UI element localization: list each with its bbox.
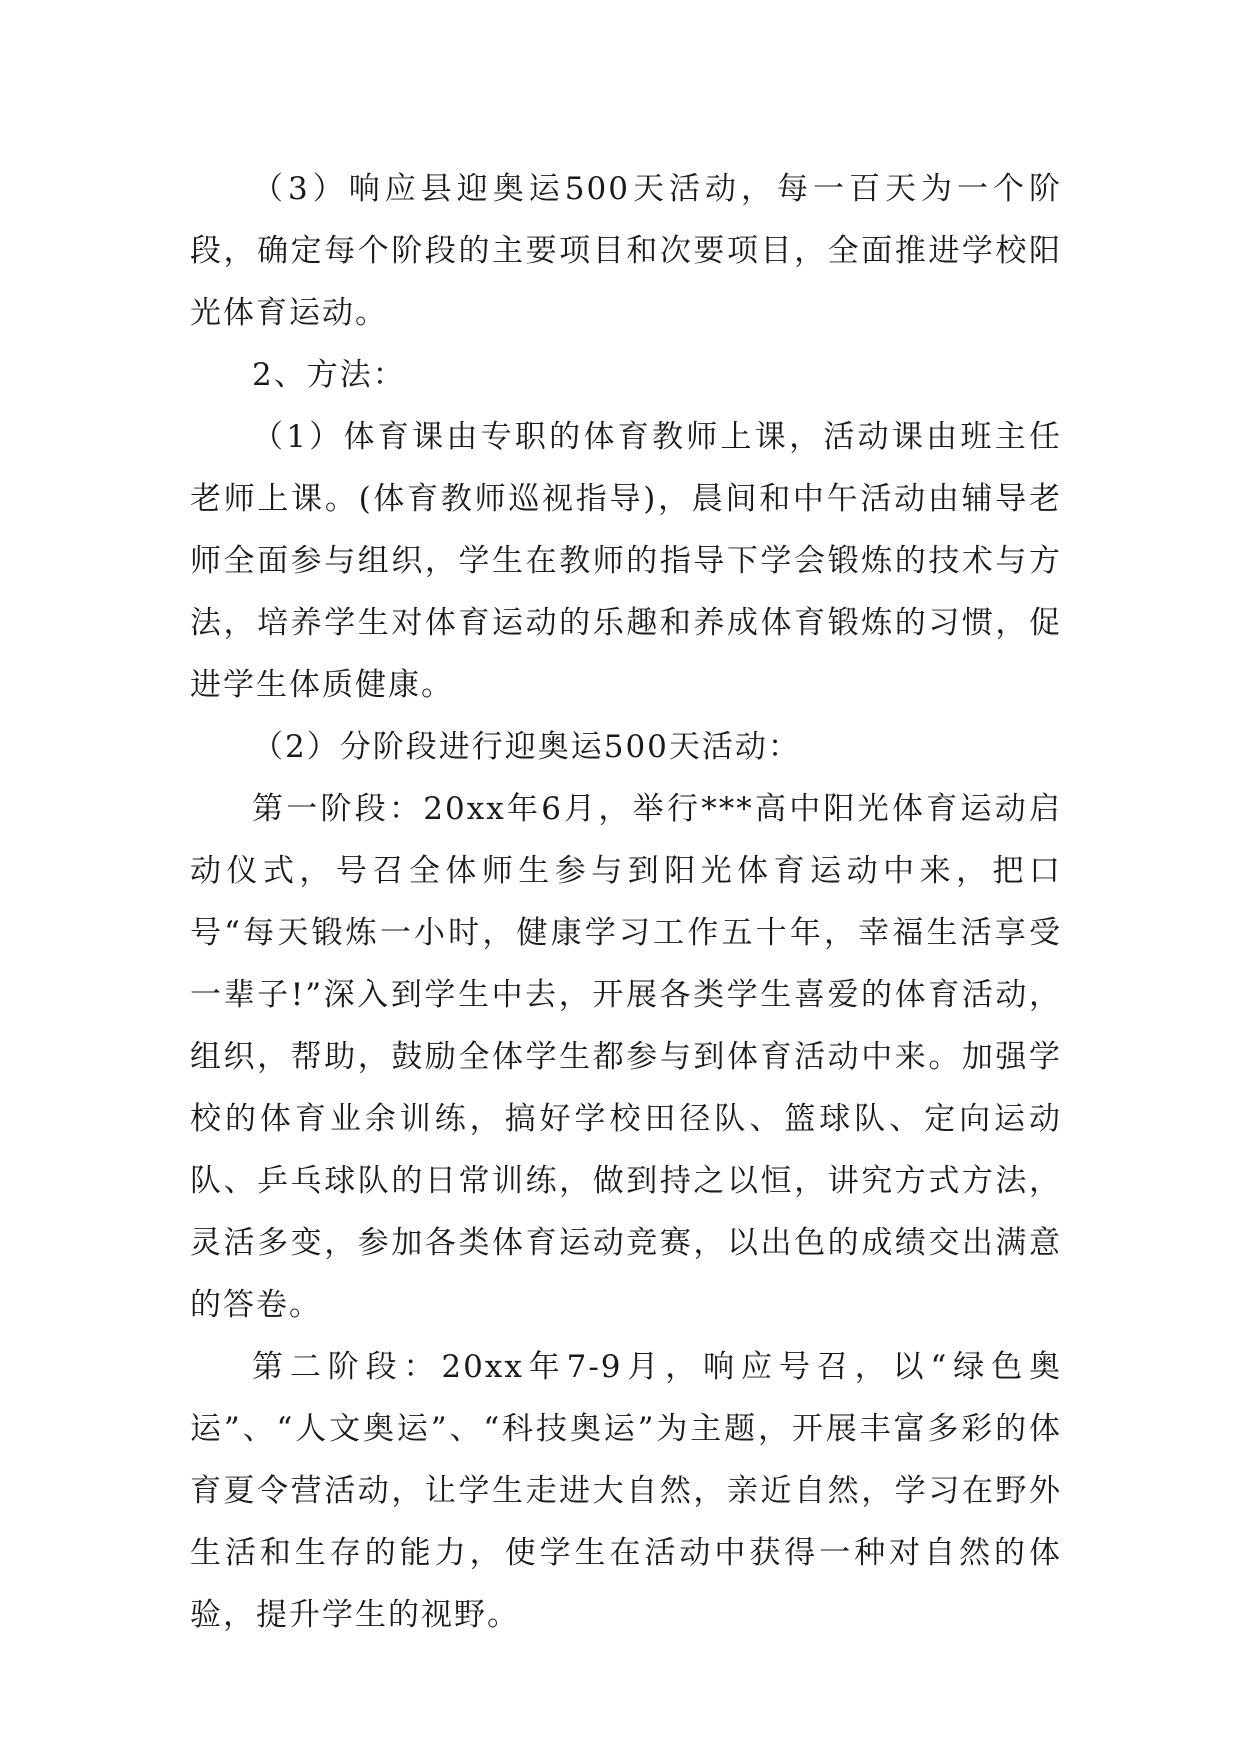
paragraph-goal-3: （3）响应县迎奥运500天活动，每一百天为一个阶段，确定每个阶段的主要项目和次要项目，全面推进学校阳光体育运动。 xyxy=(190,171,1062,331)
paragraph-methods-heading: 2、方法： xyxy=(252,357,406,393)
paragraph-method-1: （1）体育课由专职的体育教师上课，活动课由班主任老师上课。(体育教师巡视指导)，晨间和中午活动由辅导老师全面参与组织，学生在教师的指导下学会锻炼的技术与方法，培养学生对体育运动的乐趣和养成体育锻炼的习惯，促进学生体质健康。 xyxy=(190,419,1062,703)
paragraph-stage-2: 第二阶段：20xx年7-9月，响应号召，以“绿色奥运”、“人文奥运”、“科技奥运”为主题，开展丰富多彩的体育夏令营活动，让学生走进大自然，亲近自然，学习在野外生活和生存的能力，使学生在活动中获得一种对自然的体验，提升学生的视野。 xyxy=(190,1349,1062,1633)
paragraph-method-2: （2）分阶段进行迎奥运500天活动： xyxy=(252,729,801,765)
document-body xyxy=(190,158,1062,1646)
paragraph-stage-1: 第一阶段：20xx年6月，举行***高中阳光体育运动启动仪式，号召全体师生参与到阳光体育运动中来，把口号“每天锻炼一小时，健康学习工作五十年，幸福生活享受一辈子!”深入到学生中去，开展各类学生喜爱的体育活动，组织，帮助，鼓励全体学生都参与到体育活动中来。加强学校的体育业余训练，搞好学校田径队、篮球队、定向运动队、乒乓球队的日常训练，做到持之以恒，讲究方式方法，灵活多变，参加各类体育运动竞赛，以出色的成绩交出满意的答卷。 xyxy=(190,791,1062,1323)
